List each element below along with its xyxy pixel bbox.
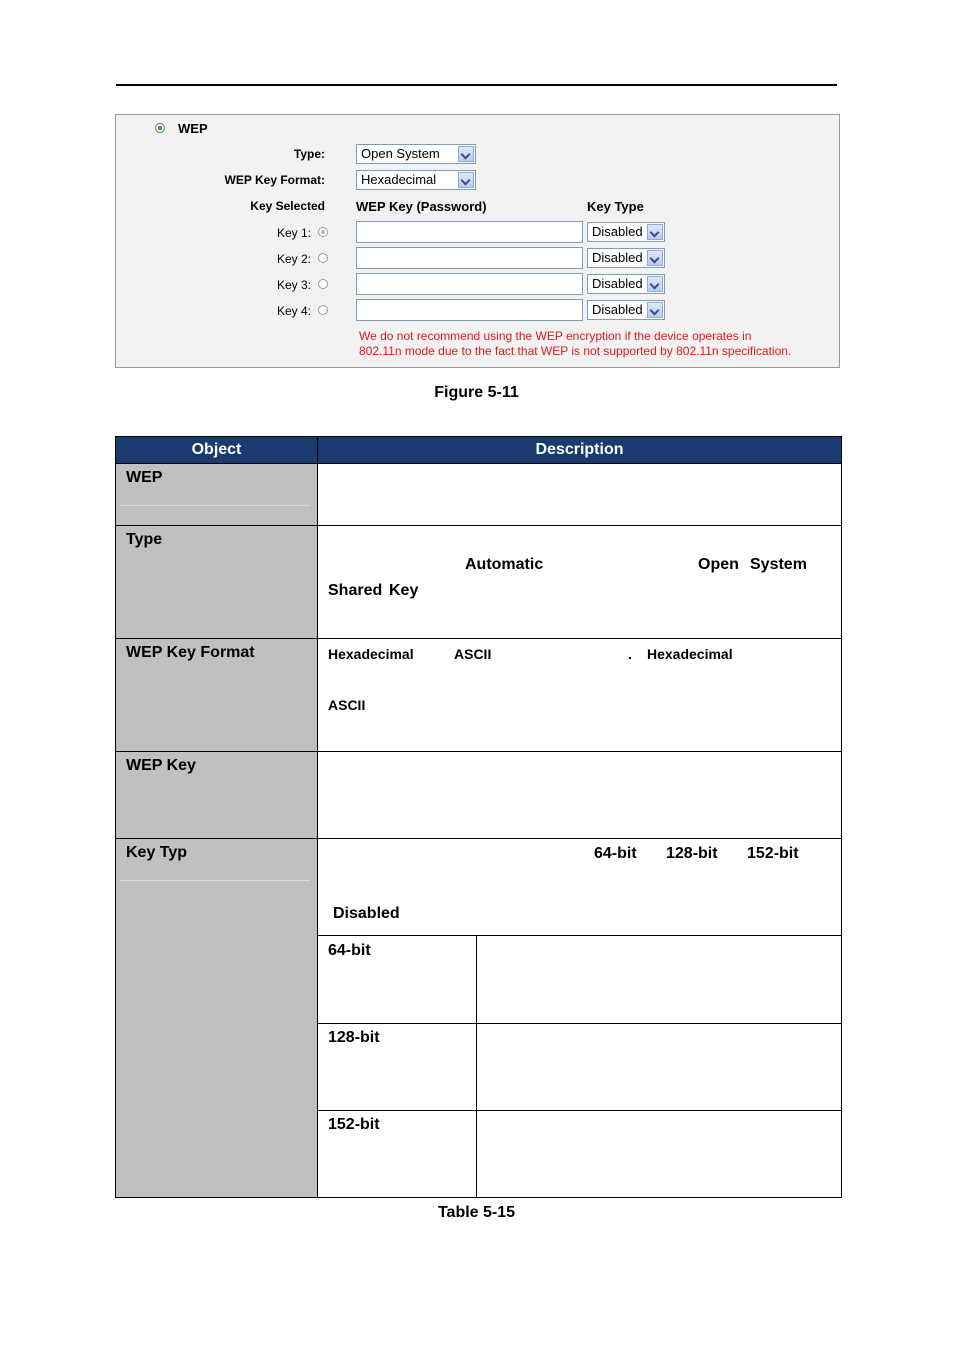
key-3-radio[interactable] [318,279,328,289]
chevron-down-icon [647,302,663,318]
column-divider [317,437,318,1198]
table-caption: Table 5-15 [437,1204,516,1221]
row-divider [116,838,841,839]
object-wep-key: WEP Key [126,757,196,774]
type-select[interactable] [356,144,476,164]
key-type-header: Key Type [587,199,644,214]
type-desc-automatic: Automatic [465,556,544,573]
type-desc-system: System [750,556,807,573]
keytype-desc-152bit: 152-bit [747,845,799,862]
object-column-background [116,463,317,1197]
key-1-input[interactable] [356,221,583,243]
key-2-input[interactable] [356,247,583,269]
keytype-desc-128bit: 128-bit [666,845,718,862]
key-4-type-value: Disabled [592,302,643,317]
key-2-type-value: Disabled [592,250,643,265]
wep-warning-line-2: 802.11n mode due to the fact that WEP is not supported by 802.11n specification. [359,344,792,358]
cell-separator [120,880,310,881]
object-wep: WEP [126,469,163,486]
format-desc-hexadecimal: Hexadecimal [328,646,414,662]
row-divider [116,638,841,639]
type-select-value: Open System [361,146,440,161]
format-desc-period: . [628,646,632,662]
subrow-128bit: 128-bit [328,1029,380,1046]
header-object: Object [116,437,317,463]
format-desc-ascii: ASCII [454,646,492,662]
figure-caption: Figure 5-11 [434,384,519,401]
wep-radio-button[interactable] [155,123,165,133]
keytype-desc-disabled: Disabled [333,905,400,922]
subrow-152bit: 152-bit [328,1116,380,1133]
chevron-down-icon [647,250,663,266]
wep-key-format-select[interactable] [356,170,476,190]
key-3-input[interactable] [356,273,583,295]
key-1-radio[interactable] [318,227,328,237]
key-3-type-select[interactable] [587,274,665,294]
row-divider [116,525,841,526]
key-1-type-value: Disabled [592,224,643,239]
subrow-divider [318,935,841,936]
type-desc-open: Open [698,556,739,573]
page-header-rule [116,84,837,86]
type-desc-key: Key [389,582,419,599]
key-3-type-value: Disabled [592,276,643,291]
wep-key-format-value: Hexadecimal [361,172,437,187]
keytype-desc-64bit: 64-bit [594,845,637,862]
chevron-down-icon [647,276,663,292]
header-description: Description [318,437,841,463]
object-wep-key-format: WEP Key Format [126,644,255,661]
object-type: Type [126,531,163,548]
wep-key-format-label: WEP Key Format: [224,173,325,187]
key-2-type-select[interactable] [587,248,665,268]
wep-key-header: WEP Key (Password) [356,199,487,214]
row-divider [116,751,841,752]
key-3-label: Key 3: [276,278,311,292]
cell-separator [120,505,310,506]
type-desc-shared: Shared [328,582,383,599]
key-1-type-select[interactable] [587,222,665,242]
key-2-radio[interactable] [318,253,328,263]
wep-warning-message [359,329,829,359]
format-desc-ascii-2: ASCII [328,697,366,713]
subrow-64bit: 64-bit [328,942,371,959]
object-key-type: Key Typ [126,844,188,861]
key-1-label: Key 1: [276,226,311,240]
key-4-type-select[interactable] [587,300,665,320]
subcolumn-divider [476,935,477,1197]
chevron-down-icon [458,146,474,162]
wep-warning-line-1: We do not recommend using the WEP encryption if the device operates in [359,329,752,343]
key-2-label: Key 2: [276,252,311,266]
key-4-label: Key 4: [276,304,311,318]
chevron-down-icon [647,224,663,240]
chevron-down-icon [458,172,474,188]
format-desc-hexadecimal-2: Hexadecimal [647,646,733,662]
subrow-divider [318,1110,841,1111]
row-divider [116,463,841,464]
key-4-radio[interactable] [318,305,328,315]
type-label: Type: [293,147,325,161]
key-selected-header: Key Selected [250,199,325,213]
wep-label: WEP [178,121,208,136]
key-4-input[interactable] [356,299,583,321]
subrow-divider [318,1023,841,1024]
